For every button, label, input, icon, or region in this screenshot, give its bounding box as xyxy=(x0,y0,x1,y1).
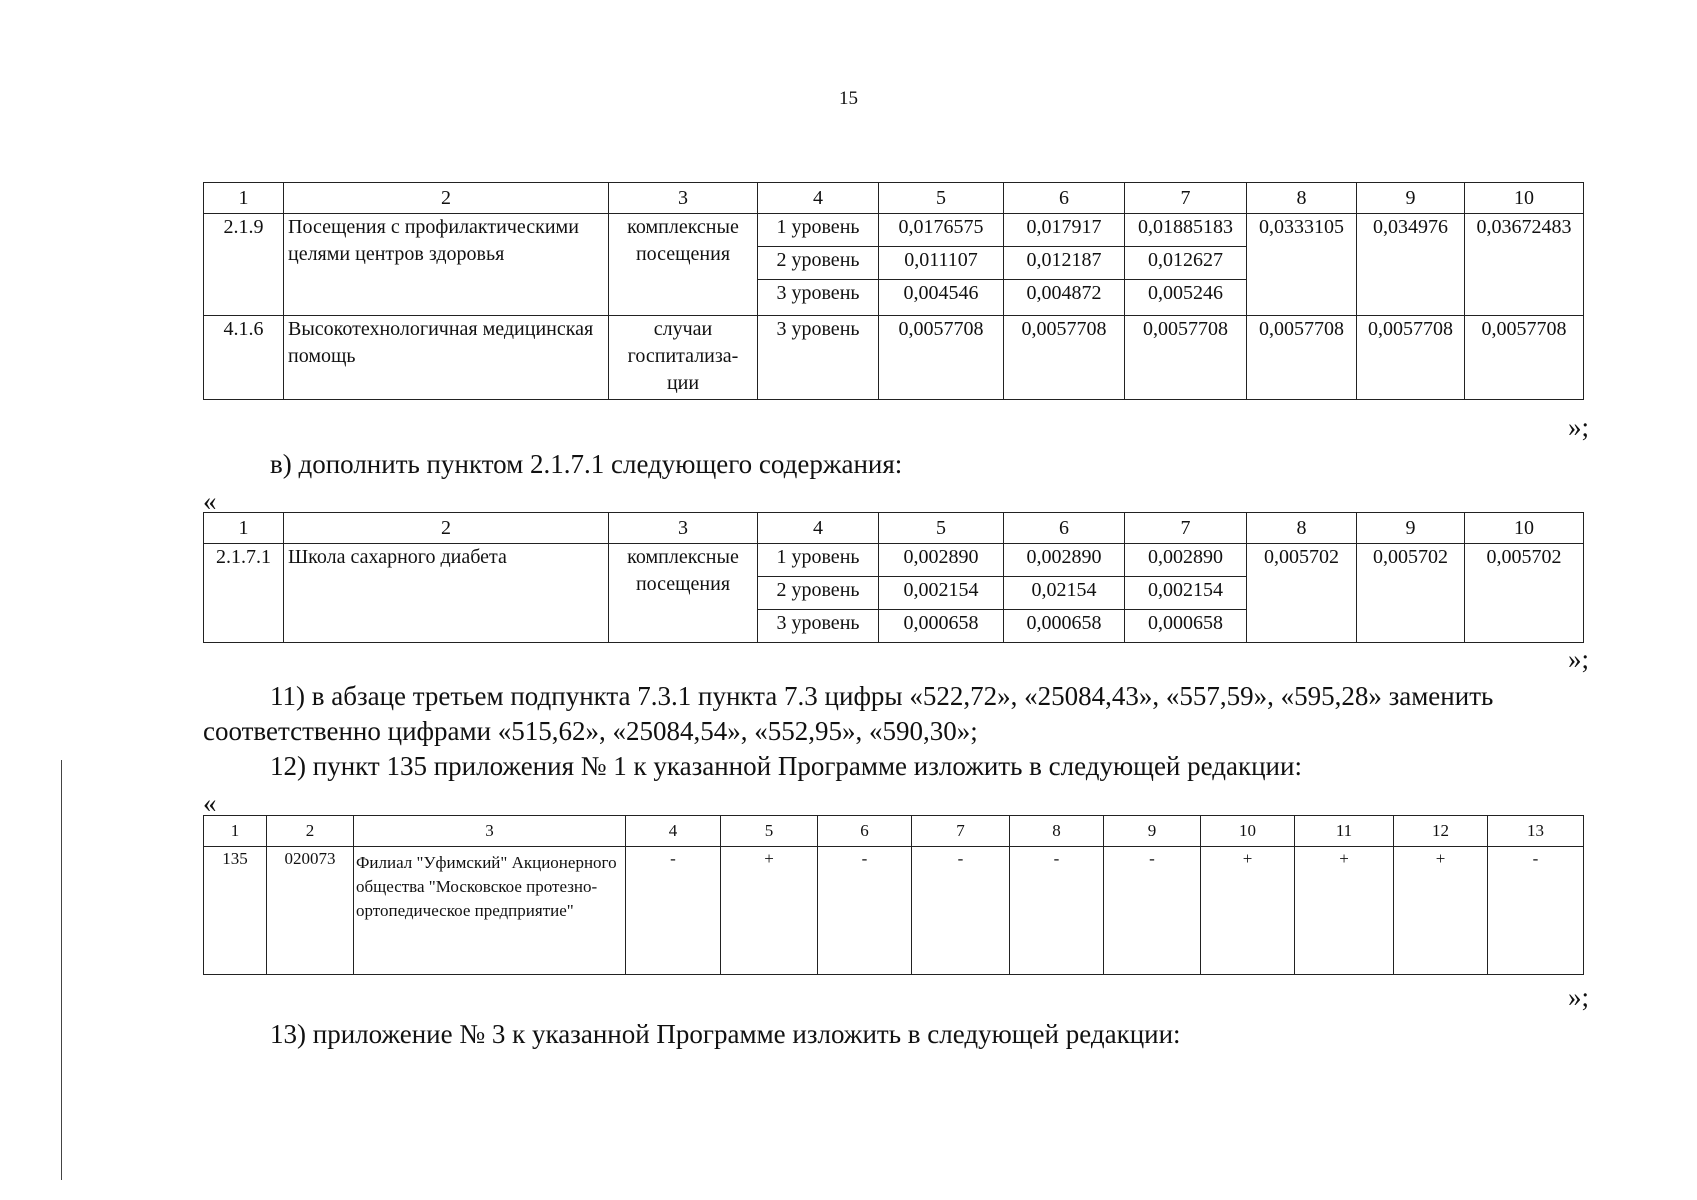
table-2-header-cell: 5 xyxy=(879,513,1004,544)
table-2-header-cell: 1 xyxy=(204,513,284,544)
table-1 xyxy=(203,182,1584,400)
row-name: Филиал "Уфимский" Акционерного общества "Московское протезно-ортопедическое предприятие" xyxy=(354,847,626,975)
open-quote: « xyxy=(203,486,217,516)
table-3-header-cell: 12 xyxy=(1394,816,1488,847)
table-3-header-cell: 8 xyxy=(1010,816,1104,847)
table-1-header-cell: 8 xyxy=(1247,183,1357,214)
value-cell: 0,002890 xyxy=(879,544,1004,577)
table-3-header-cell: 5 xyxy=(721,816,818,847)
value-cell: 0,0057708 xyxy=(1465,316,1584,400)
value-cell: - xyxy=(626,847,721,975)
value-cell: 0,017917 xyxy=(1004,214,1125,247)
value-cell: - xyxy=(912,847,1010,975)
row-code: 2.1.9 xyxy=(204,214,284,316)
level-label: 2 уровень xyxy=(758,247,879,280)
table-2 xyxy=(203,512,1584,643)
paragraph-11-line-1: 11) в абзаце третьем подпункта 7.3.1 пункта 7.3 цифры «522,72», «25084,43», «557,59», «595,28» заменить xyxy=(270,681,1494,711)
value-cell: + xyxy=(1394,847,1488,975)
paragraph-12: 12) пункт 135 приложения № 1 к указанной Программе изложить в следующей редакции: xyxy=(270,751,1302,781)
value-cell: - xyxy=(1488,847,1584,975)
table-3-header-cell: 7 xyxy=(912,816,1010,847)
value-cell: 0,0057708 xyxy=(1247,316,1357,400)
value-cell: 0,005246 xyxy=(1125,280,1247,316)
table-row xyxy=(204,544,1584,577)
value-cell: - xyxy=(1104,847,1201,975)
value-cell: 0,002890 xyxy=(1125,544,1247,577)
close-quote: »; xyxy=(1568,982,1590,1012)
table-1-header-cell: 3 xyxy=(609,183,758,214)
table-1-header-cell: 7 xyxy=(1125,183,1247,214)
close-quote: »; xyxy=(1568,412,1590,442)
table-3-header-cell: 2 xyxy=(267,816,354,847)
row-code: 020073 xyxy=(267,847,354,975)
value-cell: 0,000658 xyxy=(1125,610,1247,643)
table-1-header-cell: 2 xyxy=(284,183,609,214)
table-2-header-cell: 7 xyxy=(1125,513,1247,544)
value-cell: - xyxy=(1010,847,1104,975)
row-code: 2.1.7.1 xyxy=(204,544,284,643)
table-2-header-cell: 8 xyxy=(1247,513,1357,544)
value-cell: 0,012627 xyxy=(1125,247,1247,280)
level-label: 1 уровень xyxy=(758,544,879,577)
open-quote: « xyxy=(203,788,217,818)
value-cell: 0,004872 xyxy=(1004,280,1125,316)
value-cell: 0,03672483 xyxy=(1465,214,1584,316)
table-3-header-cell: 1 xyxy=(204,816,267,847)
table-2-header-cell: 2 xyxy=(284,513,609,544)
page-number: 15 xyxy=(839,88,858,109)
table-3-header-cell: 4 xyxy=(626,816,721,847)
paragraph-13: 13) приложение № 3 к указанной Программе изложить в следующей редакции: xyxy=(270,1019,1181,1049)
value-cell: + xyxy=(1295,847,1394,975)
table-3-header-cell: 9 xyxy=(1104,816,1201,847)
table-row xyxy=(204,847,1584,975)
table-2-header-cell: 3 xyxy=(609,513,758,544)
margin-line xyxy=(61,760,62,1180)
level-label: 3 уровень xyxy=(758,610,879,643)
paragraph-v: в) дополнить пунктом 2.1.7.1 следующего содержания: xyxy=(270,449,903,479)
value-cell: 0,005702 xyxy=(1465,544,1584,643)
table-3-header-cell: 3 xyxy=(354,816,626,847)
table-1-header-cell: 1 xyxy=(204,183,284,214)
row-unit: комплексные посещения xyxy=(609,214,758,316)
level-label: 3 уровень xyxy=(758,280,879,316)
value-cell: 0,0057708 xyxy=(1125,316,1247,400)
table-1-header-cell: 6 xyxy=(1004,183,1125,214)
close-quote: »; xyxy=(1568,644,1590,674)
value-cell: 0,0057708 xyxy=(1357,316,1465,400)
value-cell: 0,02154 xyxy=(1004,577,1125,610)
row-number: 135 xyxy=(204,847,267,975)
value-cell: 0,002154 xyxy=(879,577,1004,610)
table-2-header-cell: 4 xyxy=(758,513,879,544)
value-cell: + xyxy=(721,847,818,975)
level-label: 1 уровень xyxy=(758,214,879,247)
value-cell: 0,005702 xyxy=(1247,544,1357,643)
table-2-header-cell: 10 xyxy=(1465,513,1584,544)
table-2-header-row xyxy=(204,513,1584,544)
table-3-header-cell: 6 xyxy=(818,816,912,847)
row-name: Высокотехнологичная медицинская помощь xyxy=(284,316,609,400)
row-name: Школа сахарного диабета xyxy=(284,544,609,643)
row-unit: комплексные посещения xyxy=(609,544,758,643)
value-cell: 0,011107 xyxy=(879,247,1004,280)
value-cell: 0,0333105 xyxy=(1247,214,1357,316)
value-cell: 0,0057708 xyxy=(1004,316,1125,400)
table-1-header-row xyxy=(204,183,1584,214)
paragraph-11-line-2: соответственно цифрами «515,62», «25084,54», «552,95», «590,30»; xyxy=(203,716,978,746)
table-row xyxy=(204,214,1584,247)
row-code: 4.1.6 xyxy=(204,316,284,400)
table-2-header-cell: 9 xyxy=(1357,513,1465,544)
table-1-header-cell: 4 xyxy=(758,183,879,214)
value-cell: - xyxy=(818,847,912,975)
table-3-header-cell: 13 xyxy=(1488,816,1584,847)
table-3-header-cell: 10 xyxy=(1201,816,1295,847)
table-1-header-cell: 9 xyxy=(1357,183,1465,214)
value-cell: 0,004546 xyxy=(879,280,1004,316)
value-cell: 0,0057708 xyxy=(879,316,1004,400)
table-1-header-cell: 5 xyxy=(879,183,1004,214)
table-3-header-cell: 11 xyxy=(1295,816,1394,847)
value-cell: 0,0176575 xyxy=(879,214,1004,247)
value-cell: 0,01885183 xyxy=(1125,214,1247,247)
value-cell: 0,000658 xyxy=(879,610,1004,643)
level-label: 2 уровень xyxy=(758,577,879,610)
table-3-header-row xyxy=(204,816,1584,847)
table-2-header-cell: 6 xyxy=(1004,513,1125,544)
value-cell: 0,002890 xyxy=(1004,544,1125,577)
value-cell: + xyxy=(1201,847,1295,975)
value-cell: 0,012187 xyxy=(1004,247,1125,280)
table-3 xyxy=(203,815,1584,975)
value-cell: 0,034976 xyxy=(1357,214,1465,316)
table-1-header-cell: 10 xyxy=(1465,183,1584,214)
row-unit: случаи госпитализа-ции xyxy=(609,316,758,400)
row-name: Посещения с профилактическими целями центров здоровья xyxy=(284,214,609,316)
level-label: 3 уровень xyxy=(758,316,879,400)
value-cell: 0,000658 xyxy=(1004,610,1125,643)
value-cell: 0,005702 xyxy=(1357,544,1465,643)
value-cell: 0,002154 xyxy=(1125,577,1247,610)
table-row xyxy=(204,316,1584,400)
